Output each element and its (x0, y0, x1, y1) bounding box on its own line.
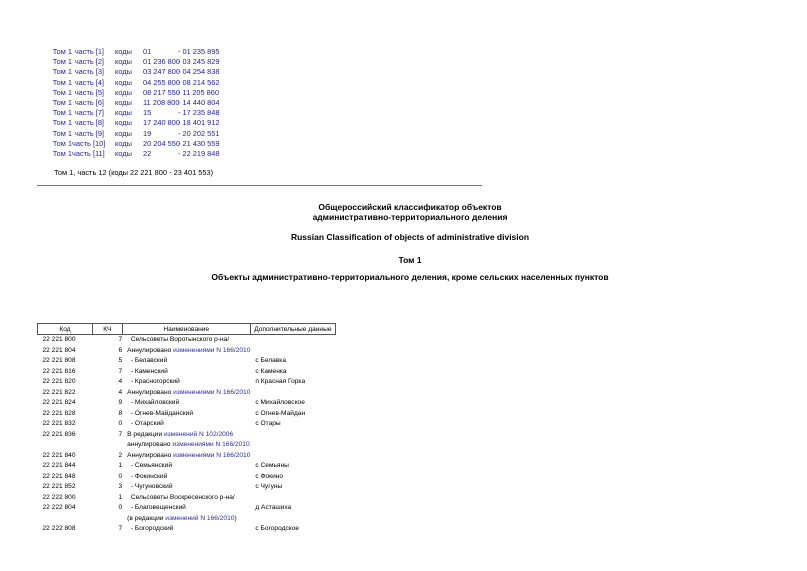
index-code-from[interactable]: 22 (143, 148, 152, 158)
cell-code: 22 221 822 (42, 388, 76, 396)
table-row (38, 472, 336, 483)
title-subtitle: Объекты административно-территориального деления, кроме сельских населенных пунктов (211, 272, 609, 282)
name-text: - Красногорский (127, 378, 180, 385)
name-prefix-2: аннулировано (127, 441, 173, 448)
table-row (38, 398, 336, 409)
table-row (38, 335, 336, 346)
cell-extra: с Михайловское (255, 399, 305, 406)
index-part[interactable]: часть [1] (74, 47, 104, 56)
index-codes-label[interactable]: коды (115, 148, 132, 158)
index-code-to[interactable]: - 03 245 829 (178, 57, 220, 67)
cell-kch: 5 (118, 357, 123, 364)
name-line (127, 335, 250, 346)
cell-code: 22 222 804 (42, 504, 76, 511)
table-row (38, 356, 336, 367)
name-line (127, 398, 250, 409)
name-line (127, 430, 250, 441)
cell-kch: 7 (118, 336, 123, 343)
cell-extra (250, 388, 335, 399)
name-text: - Огнев-Майданский (127, 409, 194, 417)
cell-kch: 0 (118, 420, 123, 427)
name-line-2 (127, 514, 250, 525)
index-part[interactable]: часть [6] (74, 97, 104, 107)
cell-kch: 1 (118, 462, 123, 469)
index-part[interactable]: часть [9] (74, 128, 104, 138)
cell-kch: 7 (118, 367, 123, 375)
index-code-from[interactable]: 11 208 800 (143, 97, 180, 107)
table-row (38, 430, 336, 451)
header-extra: Дополнительные данные (250, 324, 335, 335)
cell-extra (250, 335, 335, 346)
index-code-from[interactable]: 08 217 550 (143, 87, 180, 97)
index-part[interactable]: часть [8] (74, 118, 104, 128)
cell-name (122, 503, 250, 524)
amendment-link[interactable]: изменениями N 166/2010 (173, 451, 251, 459)
index-part[interactable]: часть [4] (74, 77, 104, 87)
name-line (127, 482, 250, 493)
cell-extra (250, 430, 335, 451)
cell-kch: 9 (118, 399, 123, 406)
name-line (127, 503, 250, 514)
name-line (127, 346, 250, 357)
name-text: Сельсоветы Воскресенского р-на/ (127, 493, 235, 501)
cell-code: 22 221 852 (42, 483, 76, 490)
index-volume[interactable]: Том 1 (52, 148, 72, 158)
title-en: Russian Classification of objects of administrative division (290, 232, 530, 242)
cell-extra: с Семьяны (255, 462, 289, 469)
amendment-link[interactable]: изменениями N 166/2010 (173, 346, 251, 354)
table-row (38, 377, 336, 388)
index-code-from[interactable]: 19 (143, 128, 152, 138)
cell-kch: 7 (118, 430, 123, 438)
cell-code: 22 221 824 (42, 399, 76, 406)
cell-code: 22 221 832 (42, 420, 76, 427)
current-volume-label: Том 1, часть 12 (коды 22 221 800 - 23 401 553) (54, 168, 214, 177)
cell-code: 22 221 828 (42, 409, 76, 417)
name-line (127, 461, 250, 472)
amendment-link[interactable]: изменениями N 166/2010 (172, 441, 250, 448)
index-codes-label[interactable]: коды (115, 57, 132, 67)
cell-kch: 4 (118, 378, 123, 385)
cell-name (122, 451, 250, 462)
index-code-to[interactable]: - 01 235 895 (178, 47, 220, 56)
title-ru-line2: административно-территориального деления (312, 212, 508, 222)
cell-name (122, 472, 250, 483)
title-volume: Том 1 (398, 255, 422, 265)
cell-kch: 1 (118, 493, 123, 501)
cell-kch: 2 (118, 451, 123, 459)
cell-name (122, 482, 250, 493)
cell-extra (250, 451, 335, 462)
table-header-row (38, 324, 336, 335)
cell-extra: с Чугуны (255, 483, 283, 490)
name-line (127, 493, 250, 504)
cell-code: 22 221 808 (42, 357, 76, 364)
cell-name (122, 346, 250, 357)
cell-extra: с Огнев-Майдан (255, 409, 306, 417)
cell-code: 22 221 840 (42, 451, 76, 459)
index-code-to[interactable]: - 14 440 804 (178, 97, 220, 107)
cell-code: 22 221 844 (42, 462, 76, 469)
name-text: - Фокинский (127, 472, 168, 480)
cell-code: 22 221 836 (42, 430, 76, 438)
name-line-2 (127, 440, 250, 451)
name-text: - Отарский (127, 420, 164, 427)
name-prefix: Аннулировано (127, 346, 174, 354)
index-volume[interactable]: Том 1 (52, 47, 72, 56)
cell-code: 22 221 816 (42, 367, 76, 375)
index-volume[interactable]: Том 1 (52, 77, 72, 87)
index-code-from[interactable]: 04 255 800 (143, 77, 180, 87)
index-codes-label[interactable]: коды (115, 138, 132, 148)
table-row (38, 482, 336, 493)
index-part[interactable]: часть [11] (72, 148, 105, 158)
index-volume[interactable]: Том 1 (52, 138, 72, 148)
index-codes-label[interactable]: коды (115, 128, 132, 138)
name-text: - Богородский (127, 525, 174, 532)
index-code-from[interactable]: 15 (143, 108, 152, 118)
cell-code: 22 221 804 (42, 346, 76, 354)
cell-code: 22 221 820 (42, 378, 76, 385)
name-text: - Михайловский (127, 399, 180, 406)
index-codes-label[interactable]: коды (115, 118, 132, 128)
cell-extra: с Фокино (255, 472, 284, 480)
index-volume[interactable]: Том 1 (52, 87, 72, 97)
index-volume[interactable]: Том 1 (52, 97, 72, 107)
index-volume[interactable]: Том 1 (52, 67, 72, 77)
cell-kch: 8 (118, 409, 123, 417)
cell-kch: 4 (118, 388, 123, 396)
name-line (127, 472, 250, 483)
index-code-to[interactable]: - 20 202 551 (178, 128, 220, 138)
index-volume[interactable]: Том 1 (52, 118, 72, 128)
index-part[interactable]: часть [10] (72, 138, 106, 148)
name-text: - Каменский (127, 367, 168, 375)
amendment-link[interactable]: изменений N 166/2010 (165, 514, 235, 522)
amendment-link[interactable]: изменениями N 166/2010 (173, 388, 251, 396)
cell-name (122, 493, 250, 504)
name-line (127, 377, 250, 388)
table-row (38, 346, 336, 357)
table-row (38, 451, 336, 462)
header-code: Код (38, 324, 93, 335)
header-name: Наименование (122, 324, 250, 335)
index-code-to[interactable]: - 04 254 838 (178, 67, 220, 77)
index-code-to[interactable]: - 22 219 848 (178, 148, 220, 158)
name-line (127, 356, 250, 367)
header-kch: КЧ (93, 324, 123, 335)
index-part[interactable]: часть [2] (74, 57, 104, 67)
cell-extra: с Белавка (255, 357, 286, 364)
index-code-from[interactable]: 03 247 800 (143, 67, 180, 77)
name-text: - Чугуновский (127, 483, 173, 490)
table-row (38, 409, 336, 420)
table-row (38, 461, 336, 472)
table-row (38, 419, 336, 430)
cell-extra: с Отары (255, 420, 281, 427)
index-volume[interactable]: Том 1 (52, 128, 72, 138)
cell-extra: д Асташиха (255, 504, 292, 511)
name-text: Сельсоветы Воротынского р-на/ (127, 336, 230, 343)
index-code-from[interactable]: 20 204 550 (143, 138, 180, 148)
name-prefix: Аннулировано (127, 388, 174, 396)
index-part[interactable]: часть [7] (74, 108, 104, 118)
name-line (127, 388, 250, 399)
index-codes-label[interactable]: коды (115, 67, 132, 77)
cell-name (122, 367, 250, 378)
index-codes-label[interactable]: коды (115, 108, 132, 118)
index-part[interactable]: часть [5] (74, 87, 104, 97)
cell-name (122, 524, 250, 535)
cell-code: 22 221 800 (42, 336, 76, 343)
index-codes-label[interactable]: коды (115, 47, 132, 56)
cell-extra: с Каменка (255, 367, 287, 375)
table-row (38, 503, 336, 524)
name-text: - Семьянский (127, 462, 173, 469)
name-prefix: Аннулировано (127, 451, 174, 459)
name-line (127, 367, 250, 378)
cell-name (122, 335, 250, 346)
cell-kch: 7 (118, 525, 123, 532)
cell-name (122, 430, 250, 451)
index-code-to[interactable]: - 08 214 562 (178, 77, 220, 87)
index-volume[interactable]: Том 1 (52, 57, 72, 67)
cell-kch: 3 (118, 483, 123, 490)
cell-name (122, 409, 250, 420)
table-row (38, 367, 336, 378)
title-ru-line1: Общероссийский классификатор объектов (318, 202, 502, 212)
classifier-table (37, 323, 336, 535)
cell-code: 22 222 808 (42, 525, 76, 532)
cell-kch: 0 (118, 472, 123, 480)
index-part[interactable]: часть [3] (74, 67, 104, 77)
table-row (38, 524, 336, 535)
name-text: - Благовещенский (127, 504, 186, 511)
name-suffix-2: ) (234, 514, 237, 522)
name-line (127, 419, 250, 430)
cell-code: 22 222 800 (42, 493, 76, 501)
table-row (38, 388, 336, 399)
name-line (127, 409, 250, 420)
amendment-link[interactable]: изменений N 102/2006 (163, 430, 234, 438)
cell-name (122, 461, 250, 472)
cell-code: 22 221 848 (42, 472, 76, 480)
index-code-to[interactable]: - 17 235 848 (178, 108, 220, 118)
cell-name (122, 356, 250, 367)
index-codes-label[interactable]: коды (115, 97, 132, 107)
index-code-from[interactable]: 01 236 800 (143, 57, 180, 67)
name-prefix: В редакции (127, 430, 164, 438)
cell-extra (250, 493, 335, 504)
index-volume[interactable]: Том 1 (52, 108, 72, 118)
divider (37, 185, 482, 186)
index-code-to[interactable]: - 21 430 559 (178, 138, 220, 148)
cell-extra (250, 346, 335, 357)
cell-kch: 0 (118, 504, 123, 511)
name-line (127, 451, 250, 462)
cell-name (122, 377, 250, 388)
index-code-from[interactable]: 17 240 800 (143, 118, 180, 128)
index-code-to[interactable]: - 11 205 860 (178, 87, 219, 97)
name-line (127, 524, 250, 535)
index-code-to[interactable]: - 18 401 912 (178, 118, 220, 128)
index-codes-label[interactable]: коды (115, 77, 132, 87)
name-text: - Белавский (127, 357, 168, 364)
index-codes-label[interactable]: коды (115, 87, 132, 97)
cell-name (122, 398, 250, 409)
cell-name (122, 419, 250, 430)
cell-extra: с Богородское (255, 525, 300, 532)
cell-kch: 6 (118, 346, 123, 354)
name-prefix-2: (в редакции (127, 514, 166, 522)
cell-extra: п Красная Горка (255, 378, 306, 385)
cell-name (122, 388, 250, 399)
index-code-from[interactable]: 01 (143, 47, 152, 56)
table-row (38, 493, 336, 504)
